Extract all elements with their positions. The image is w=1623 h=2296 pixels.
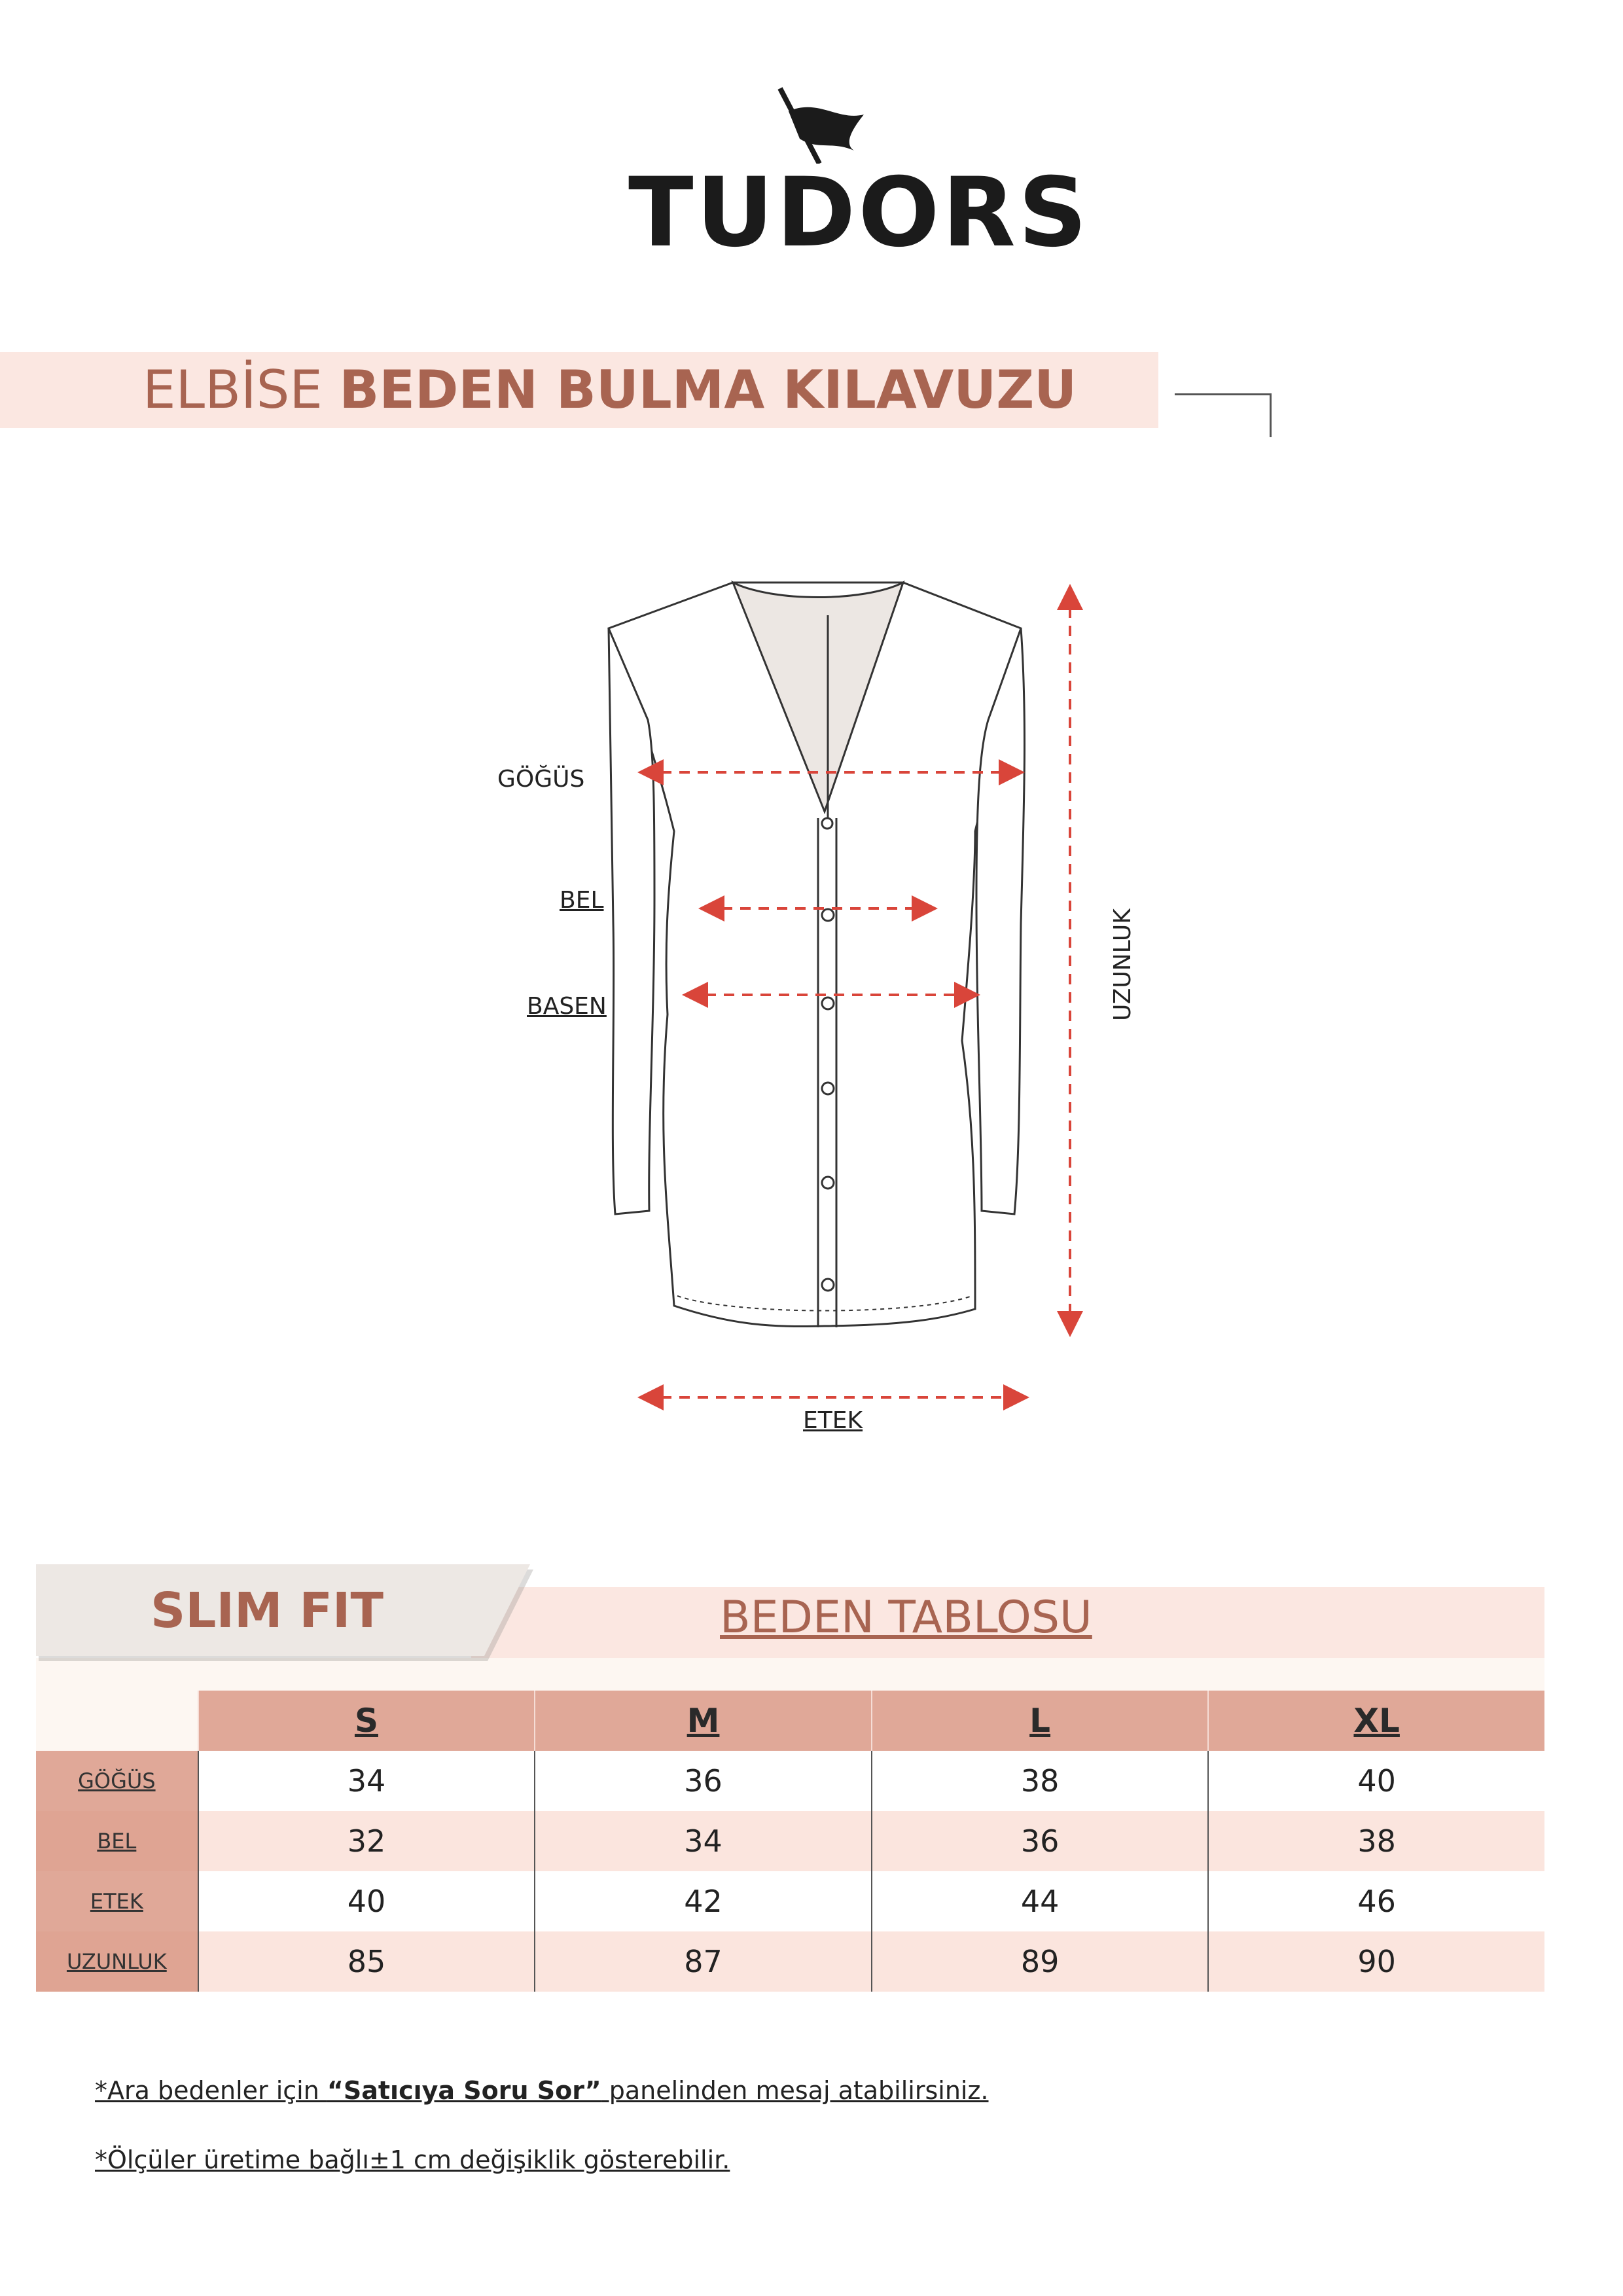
size-header: S	[198, 1691, 535, 1751]
label-waist: BEL	[560, 887, 604, 914]
table-cell: 89	[872, 1931, 1209, 1992]
row-label: BEL	[36, 1811, 198, 1871]
label-length: UZUNLUK	[1109, 908, 1136, 1021]
table-cell: 44	[872, 1871, 1209, 1931]
label-hip: BASEN	[527, 993, 607, 1020]
size-header: M	[535, 1691, 872, 1751]
size-header: XL	[1208, 1691, 1544, 1751]
note-tolerance: *Ölçüler üretime bağlı±1 cm değişiklik gösterebilir.	[95, 2145, 730, 2174]
table-cell: 34	[535, 1811, 872, 1871]
label-chest: GÖĞÜS	[497, 766, 585, 793]
table-cell: 90	[1208, 1931, 1544, 1992]
table-cell: 38	[1208, 1811, 1544, 1871]
table-corner	[36, 1691, 198, 1751]
flag-icon	[628, 85, 1008, 164]
title-light: ELBİSE	[143, 359, 340, 420]
table-cell: 38	[872, 1751, 1209, 1811]
page-title	[143, 359, 1077, 422]
table-cell: 34	[198, 1751, 535, 1811]
size-table	[36, 1691, 1544, 1992]
table-row	[36, 1931, 1544, 1992]
table-title: BEDEN TABLOSU	[720, 1592, 1092, 1643]
title-corner-decoration	[1175, 393, 1272, 437]
table-row	[36, 1871, 1544, 1931]
table-cell: 87	[535, 1931, 872, 1992]
table-header-row	[36, 1691, 1544, 1751]
note1-suffix: panelinden mesaj atabilirsiniz.	[601, 2076, 989, 2105]
note1-bold: “Satıcıya Soru Sor”	[327, 2076, 601, 2105]
table-row	[36, 1811, 1544, 1871]
table-cell: 85	[198, 1931, 535, 1992]
dress-diagram	[458, 556, 1217, 1460]
label-hem: ETEK	[803, 1407, 863, 1434]
fit-label: SLIM FIT	[151, 1583, 383, 1639]
brand-name: TUDORS	[628, 157, 1090, 268]
size-header: L	[872, 1691, 1209, 1751]
table-row	[36, 1751, 1544, 1811]
table-cell: 32	[198, 1811, 535, 1871]
table-cell: 40	[1208, 1751, 1544, 1811]
table-cell: 42	[535, 1871, 872, 1931]
table-cell: 36	[872, 1811, 1209, 1871]
row-label: ETEK	[36, 1871, 198, 1931]
table-cell: 36	[535, 1751, 872, 1811]
note1-prefix: *Ara bedenler için	[95, 2076, 327, 2105]
row-label: GÖĞÜS	[36, 1751, 198, 1811]
title-bold: BEDEN BULMA KILAVUZU	[339, 359, 1077, 420]
brand-logo	[628, 85, 1090, 268]
row-label: UZUNLUK	[36, 1931, 198, 1992]
table-cell: 40	[198, 1871, 535, 1931]
note-intermediate-sizes	[95, 2076, 989, 2105]
table-cell: 46	[1208, 1871, 1544, 1931]
